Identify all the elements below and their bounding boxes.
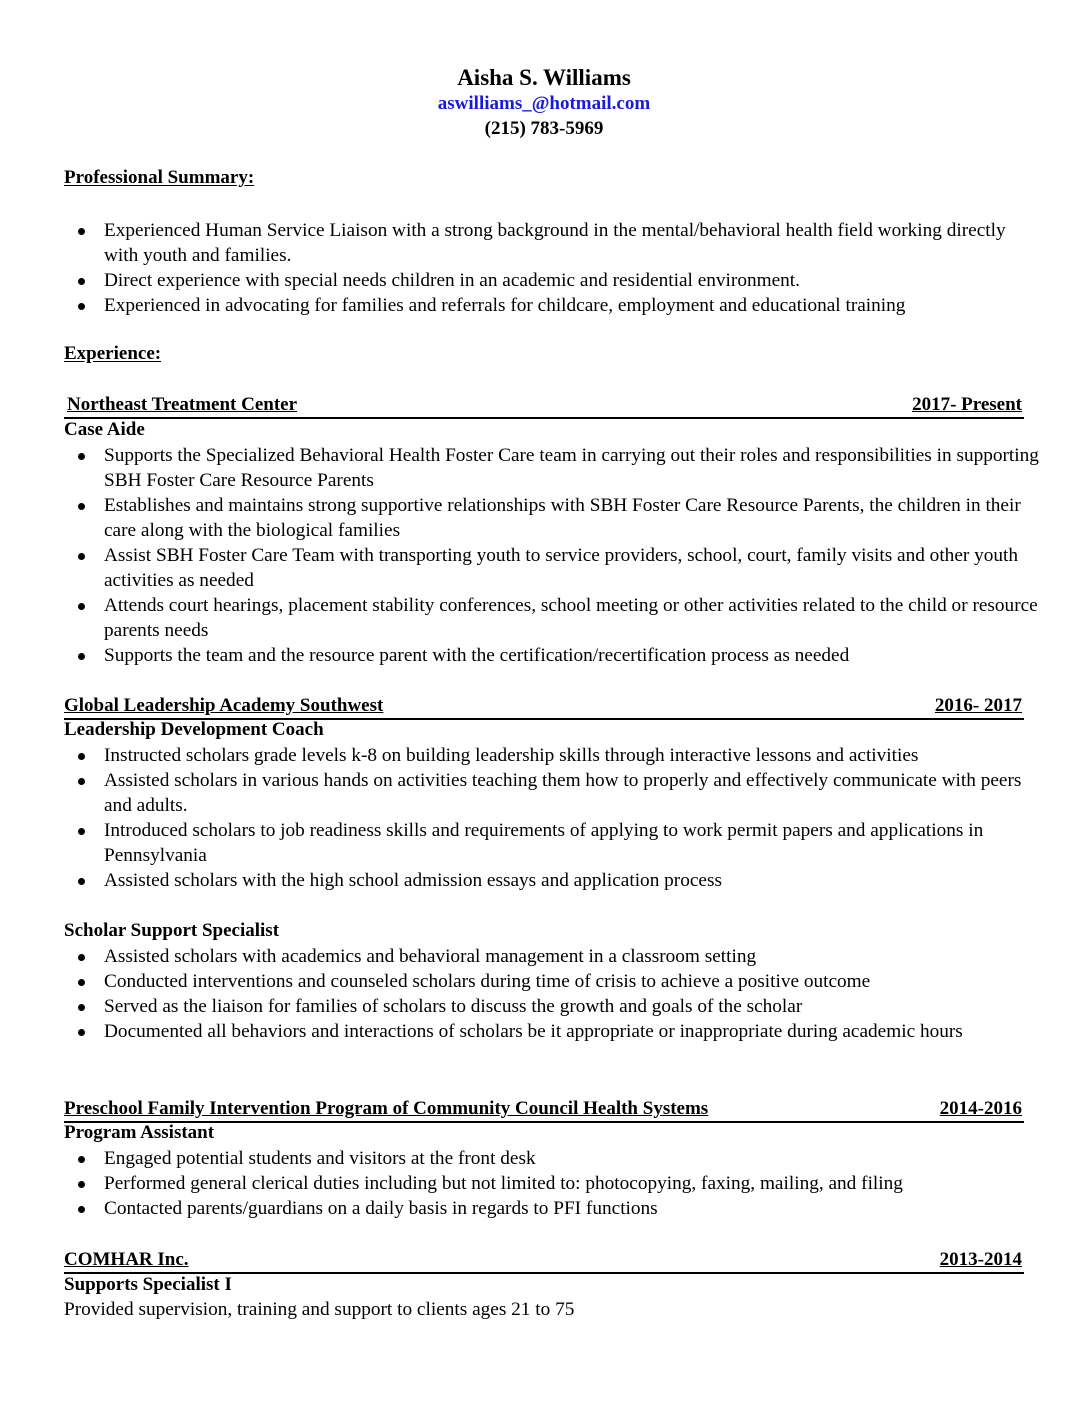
job-bullet: Assisted scholars in various hands on activities teaching them how to properly and effectively communicate with peers and adults.	[64, 768, 1044, 818]
job-bullet: Conducted interventions and counseled scholars during time of crisis to achieve a positive outcome	[64, 969, 1044, 994]
job-bullet: Performed general clerical duties including but not limited to: photocopying, faxing, mailing, and filing	[64, 1171, 1044, 1196]
professional-summary-heading: Professional Summary:	[64, 167, 255, 188]
job-bullet: Supports the Specialized Behavioral Health Foster Care team in carrying out their roles and responsibilities in supporting SBH Foster Care Resource Parents	[64, 443, 1044, 493]
job-header-northeast	[64, 393, 1024, 419]
job-bullet: Attends court hearings, placement stability conferences, school meeting or other activities related to the child or resource parents needs	[64, 593, 1044, 643]
job-bullet: Instructed scholars grade levels k-8 on building leadership skills through interactive lessons and activities	[64, 743, 1044, 768]
job-organization: Preschool Family Intervention Program of Community Council Health Systems	[64, 1098, 709, 1119]
job-bullet: Supports the team and the resource parent with the certification/recertification process as needed	[64, 643, 1044, 668]
job-bullet: Served as the liaison for families of scholars to discuss the growth and goals of the scholar	[64, 994, 1044, 1019]
job-bullet-list	[64, 944, 1044, 1044]
job-bullet-list	[64, 1146, 1044, 1221]
phone-number: (215) 783-5969	[484, 118, 604, 139]
summary-bullet: Experienced Human Service Liaison with a strong background in the mental/behavioral health field working directly with youth and families.	[64, 218, 1044, 268]
job-title: Scholar Support Specialist	[64, 920, 280, 941]
email-link[interactable]: aswilliams_@hotmail.com	[437, 93, 651, 114]
job-bullet: Documented all behaviors and interactions of scholars be it appropriate or inappropriate during academic hours	[64, 1019, 1044, 1044]
job-bullet-list	[64, 743, 1044, 893]
job-bullet: Assist SBH Foster Care Team with transporting youth to service providers, school, court, family visits and other youth activities as needed	[64, 543, 1044, 593]
job-organization: Global Leadership Academy Southwest	[64, 695, 384, 716]
job-bullet: Contacted parents/guardians on a daily basis in regards to PFI functions	[64, 1196, 1044, 1221]
job-dates: 2016- 2017	[934, 695, 1022, 716]
job-description: Provided supervision, training and support to clients ages 21 to 75	[64, 1299, 575, 1320]
summary-bullet: Experienced in advocating for families and referrals for childcare, employment and educational training	[64, 293, 1044, 318]
summary-bullet: Direct experience with special needs children in an academic and residential environment.	[64, 268, 1044, 293]
contact-header	[0, 64, 1088, 142]
job-header-comhar	[64, 1248, 1024, 1274]
job-bullet: Assisted scholars with academics and behavioral management in a classroom setting	[64, 944, 1044, 969]
job-bullet: Engaged potential students and visitors at the front desk	[64, 1146, 1044, 1171]
job-dates: 2014-2016	[939, 1098, 1022, 1119]
job-bullet: Introduced scholars to job readiness skills and requirements of applying to work permit papers and applications in Pennsylvania	[64, 818, 1044, 868]
job-organization: Northeast Treatment Center	[67, 394, 298, 415]
job-title: Program Assistant	[64, 1122, 215, 1143]
job-bullet-list	[64, 443, 1044, 668]
summary-list	[64, 218, 1044, 318]
job-dates: 2013-2014	[939, 1249, 1022, 1270]
job-title: Case Aide	[64, 419, 145, 440]
job-header-global-leadership	[64, 694, 1024, 720]
job-title: Leadership Development Coach	[64, 719, 324, 740]
job-header-preschool-family	[64, 1097, 1024, 1123]
job-title: Supports Specialist I	[64, 1274, 232, 1295]
job-dates: 2017- Present	[912, 394, 1022, 415]
job-organization: COMHAR Inc.	[64, 1249, 189, 1270]
job-bullet: Establishes and maintains strong supportive relationships with SBH Foster Care Resource Parents, the children in their care along with the biological families	[64, 493, 1044, 543]
job-bullet: Assisted scholars with the high school admission essays and application process	[64, 868, 1044, 893]
candidate-name: Aisha S. Williams	[457, 65, 631, 90]
experience-heading: Experience:	[64, 343, 162, 364]
